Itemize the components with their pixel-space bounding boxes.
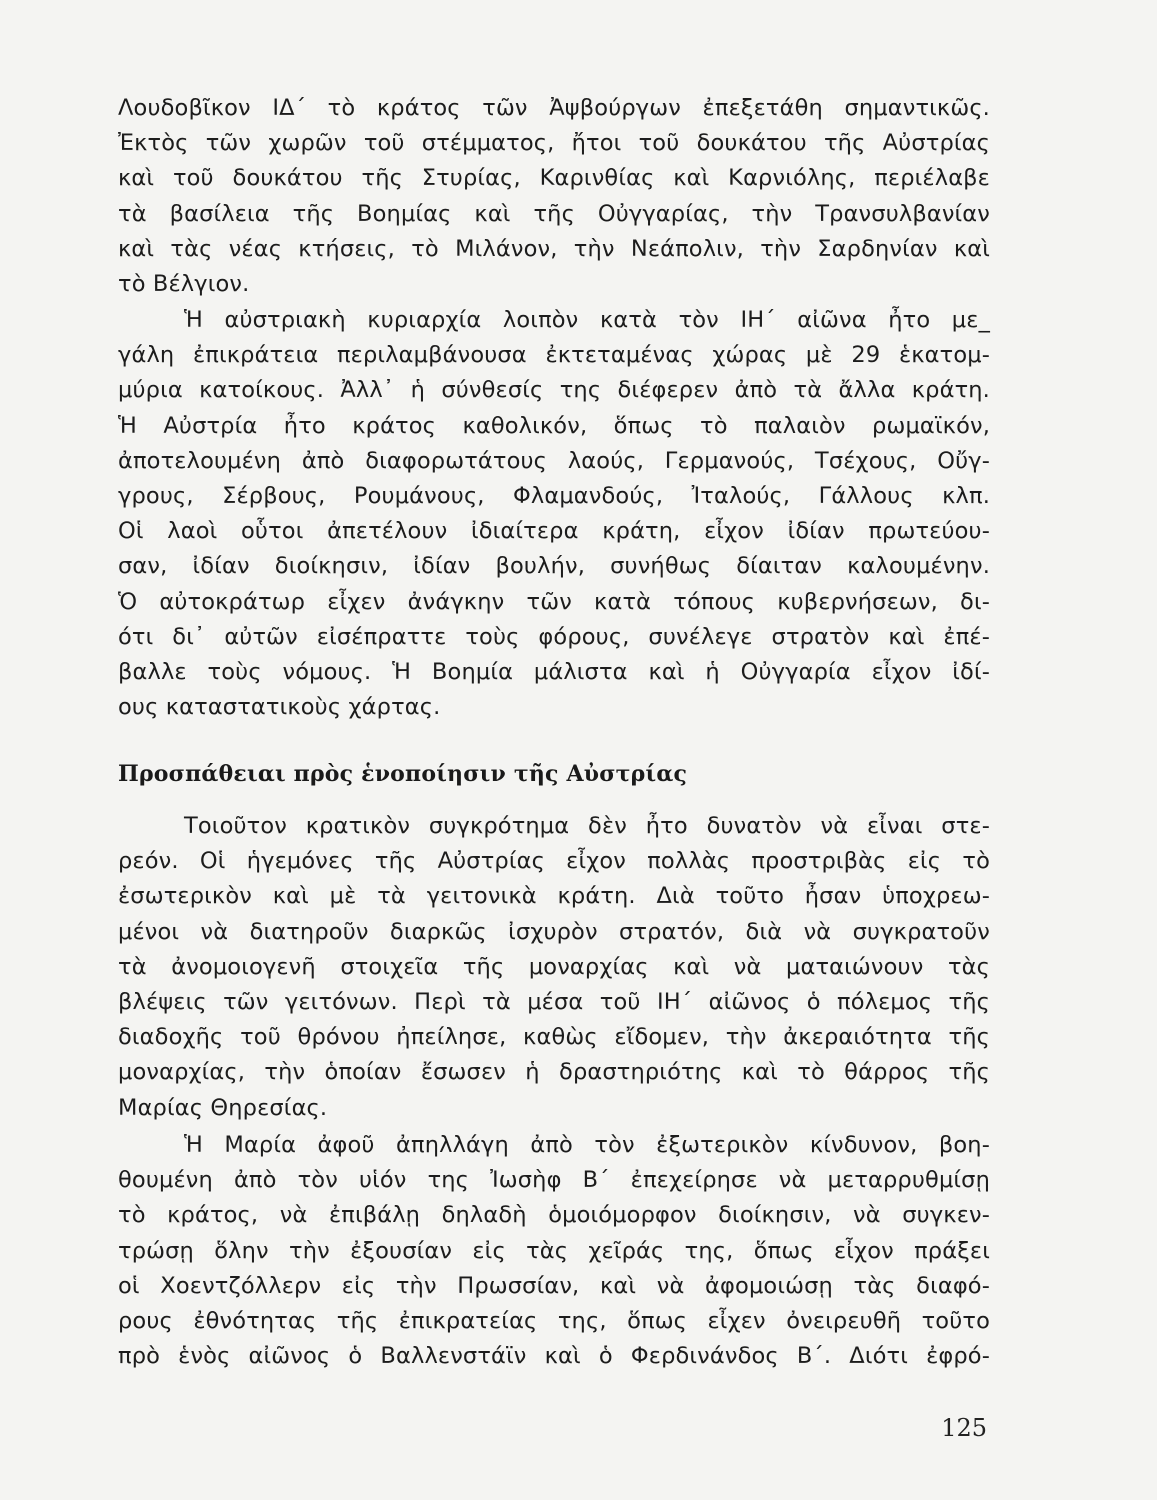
text-line: Ἡ αὐστριακὴ κυριαρχία λοιπὸν κατὰ τὸν ΙΗ΄ αἰῶνα ἦτο με_	[184, 307, 990, 333]
text-line: καὶ τοῦ δουκάτου τῆς Στυρίας, Καρινθίας καὶ Καρνιόλης, περιέλαβε	[118, 165, 990, 192]
text-line: ἀποτελουμένη ἀπὸ διαφορωτάτους λαούς, Γερμανούς, Τσέχους, Οὔγ-	[118, 447, 990, 474]
text-line: βαλλε τοὺς νόμους. Ἡ Βοημία μάλιστα καὶ ἡ Οὐγγαρία εἶχον ἰδί-	[118, 658, 990, 685]
text-line: μοναρχίας, τὴν ὁποίαν ἔσωσεν ἡ δραστηριότης καὶ τὸ θάρρος τῆς	[118, 1059, 990, 1086]
text-line: τὸ Βέλγιον.	[118, 270, 250, 297]
text-line: ους καταστατικοὺς χάρτας.	[118, 694, 441, 721]
paragraph-3	[118, 809, 990, 1126]
text-line: τρώσῃ ὅλην τὴν ἐξουσίαν εἰς τὰς χεῖράς της, ὅπως εἶχον πράξει	[118, 1237, 990, 1264]
text-line: μένοι νὰ διατηροῦν διαρκῶς ἰσχυρὸν στρατόν, διὰ νὰ συγκρατοῦν	[118, 918, 990, 945]
text-line: τὰ βασίλεια τῆς Βοημίας καὶ τῆς Οὐγγαρίας, τὴν Τρανσυλβανίαν	[118, 200, 990, 227]
text-line: βλέψεις τῶν γειτόνων. Περὶ τὰ μέσα τοῦ ΙΗ΄ αἰῶνος ὁ πόλεμος τῆς	[118, 988, 990, 1015]
text-line: διαδοχῆς τοῦ θρόνου ἠπείλησε, καθὼς εἴδομεν, τὴν ἀκεραιότητα τῆς	[118, 1024, 990, 1051]
text-line: σαν, ἰδίαν διοίκησιν, ἰδίαν βουλήν, συνήθως δίαιταν καλουμένην.	[118, 553, 990, 580]
text-line: καὶ τὰς νέας κτήσεις, τὸ Μιλάνον, τὴν Νεάπολιν, τὴν Σαρδηνίαν καὶ	[118, 235, 990, 262]
paragraph-4	[118, 1128, 990, 1374]
text-line: Μαρίας Θηρεσίας.	[118, 1094, 328, 1121]
text-line: ρεόν. Οἱ ἡγεμόνες τῆς Αὐστρίας εἶχον πολλὰς προστριβὰς εἰς τὸ	[118, 848, 990, 875]
paragraph-1	[118, 91, 990, 302]
text-line: ἐσωτερικὸν καὶ μὲ τὰ γειτονικὰ κράτη. Διὰ τοῦτο ἦσαν ὑποχρεω-	[118, 883, 990, 910]
text-line: μύρια κατοίκους. Ἀλλ᾽ ἡ σύνθεσίς της διέφερεν ἀπὸ τὰ ἄλλα κράτη.	[118, 377, 990, 404]
text-line: τὰ ἀνομοιογενῆ στοιχεῖα τῆς μοναρχίας καὶ νὰ ματαιώνουν τὰς	[118, 953, 990, 980]
text-line: Ἐκτὸς τῶν χωρῶν τοῦ στέμματος, ἤτοι τοῦ δουκάτου τῆς Αὐστρίας	[118, 130, 990, 157]
paragraph-2	[118, 303, 990, 725]
page-number: 125	[941, 1414, 987, 1442]
text-line: γάλη ἐπικράτεια περιλαμβάνουσα ἐκτεταμένας χώρας μὲ 29 ἑκατομ-	[118, 342, 990, 369]
text-line: ότι δι᾽ αὐτῶν εἰσέπραττε τοὺς φόρους, συνέλεγε στρατὸν καὶ ἐπέ-	[118, 623, 990, 650]
text-line: Ἡ Μαρία ἀφοῦ ἀπηλλάγη ἀπὸ τὸν ἐξωτερικὸν κίνδυνον, βοη-	[184, 1132, 990, 1158]
text-line: τὸ κράτος, νὰ ἐπιβάλῃ δηλαδὴ ὁμοιόμορφον διοίκησιν, νὰ συγκεν-	[118, 1202, 990, 1229]
text-line: Οἱ λαοὶ οὗτοι ἀπετέλουν ἰδιαίτερα κράτη, εἶχον ἰδίαν πρωτεύου-	[118, 518, 990, 545]
section-heading: Προσπάθειαι πρὸς ἑνοποίησιν τῆς Αὐστρίας	[118, 761, 688, 787]
text-line: Τοιοῦτον κρατικὸν συγκρότημα δὲν ἦτο δυνατὸν νὰ εἶναι στε-	[184, 813, 990, 839]
text-line: Ὁ αὐτοκράτωρ εἶχεν ἀνάγκην τῶν κατὰ τόπους κυβερνήσεων, δι-	[118, 588, 990, 615]
text-line: οἱ Χοεντζόλλερν εἰς τὴν Πρωσσίαν, καὶ νὰ ἀφομοιώσῃ τὰς διαφό-	[118, 1272, 990, 1299]
text-line: θουμένη ἀπὸ τὸν υἱόν της Ἰωσὴφ Β΄ ἐπεχείρησε νὰ μεταρρυθμίσῃ	[118, 1167, 990, 1194]
text-line: πρὸ ἑνὸς αἰῶνος ὁ Βαλλενστάϊν καὶ ὁ Φερδινάνδος Β΄. Διότι ἐφρό-	[118, 1343, 990, 1370]
text-line: Ἡ Αὐστρία ἦτο κράτος καθολικόν, ὅπως τὸ παλαιὸν ρωμαϊκόν,	[118, 412, 990, 439]
text-line: ρους ἐθνότητας τῆς ἐπικρατείας της, ὅπως εἶχεν ὀνειρευθῆ τοῦτο	[118, 1307, 990, 1334]
text-line: γρους, Σέρβους, Ρουμάνους, Φλαμανδούς, Ἰταλούς, Γάλλους κλπ.	[118, 482, 990, 509]
text-line: Λουδοβῖκον ΙΔ΄ τὸ κράτος τῶν Ἀψβούργων ἐπεξετάθη σημαντικῶς.	[118, 95, 990, 121]
